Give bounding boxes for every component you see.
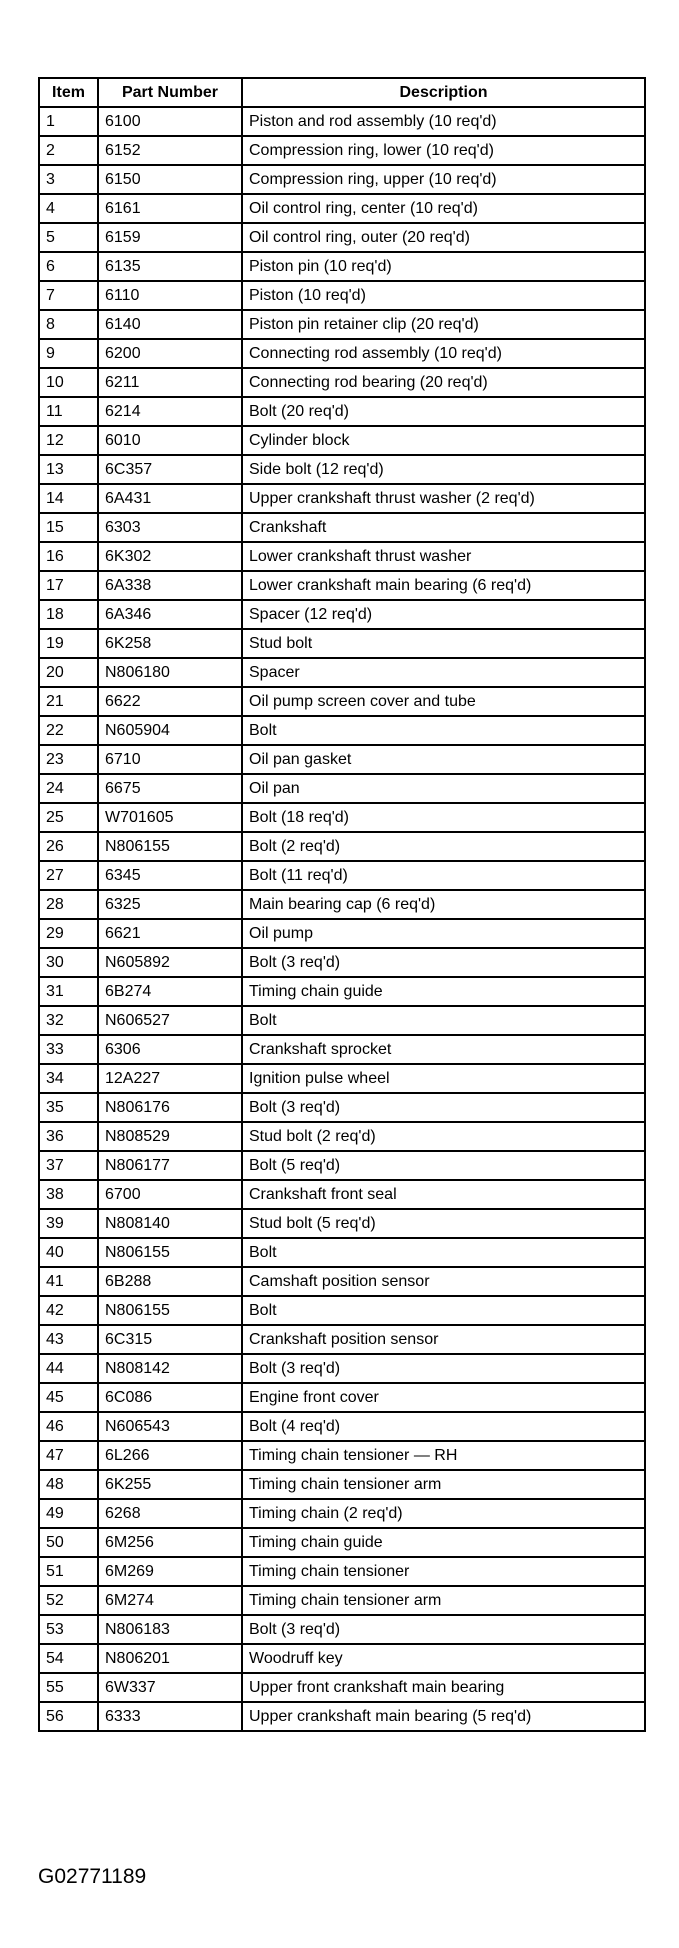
description-cell: Crankshaft front seal — [242, 1180, 645, 1209]
description-cell: Compression ring, upper (10 req'd) — [242, 165, 645, 194]
item-cell: 1 — [39, 107, 98, 136]
part-number-cell: 6710 — [98, 745, 242, 774]
description-cell: Engine front cover — [242, 1383, 645, 1412]
description-cell: Compression ring, lower (10 req'd) — [242, 136, 645, 165]
part-number-cell: 6A346 — [98, 600, 242, 629]
description-cell: Piston and rod assembly (10 req'd) — [242, 107, 645, 136]
description-cell: Bolt (3 req'd) — [242, 1615, 645, 1644]
item-cell: 7 — [39, 281, 98, 310]
part-number-cell: 6306 — [98, 1035, 242, 1064]
table-row — [39, 1528, 645, 1557]
description-cell: Bolt (3 req'd) — [242, 1093, 645, 1122]
part-number-cell: 6B288 — [98, 1267, 242, 1296]
item-cell: 13 — [39, 455, 98, 484]
part-number-cell: 6268 — [98, 1499, 242, 1528]
item-cell: 46 — [39, 1412, 98, 1441]
part-number-cell: N806180 — [98, 658, 242, 687]
part-number-cell: 6L266 — [98, 1441, 242, 1470]
table-row — [39, 1267, 645, 1296]
description-cell: Timing chain (2 req'd) — [242, 1499, 645, 1528]
header-part-number: Part Number — [98, 78, 242, 107]
part-number-cell: 6152 — [98, 136, 242, 165]
description-cell: Bolt (11 req'd) — [242, 861, 645, 890]
description-cell: Ignition pulse wheel — [242, 1064, 645, 1093]
description-cell: Connecting rod assembly (10 req'd) — [242, 339, 645, 368]
item-cell: 25 — [39, 803, 98, 832]
table-row — [39, 687, 645, 716]
part-number-cell: 6135 — [98, 252, 242, 281]
description-cell: Timing chain tensioner — [242, 1557, 645, 1586]
item-cell: 14 — [39, 484, 98, 513]
item-cell: 8 — [39, 310, 98, 339]
item-cell: 37 — [39, 1151, 98, 1180]
part-number-cell: W701605 — [98, 803, 242, 832]
table-row — [39, 1006, 645, 1035]
item-cell: 45 — [39, 1383, 98, 1412]
item-cell: 6 — [39, 252, 98, 281]
item-cell: 24 — [39, 774, 98, 803]
description-cell: Bolt (3 req'd) — [242, 1354, 645, 1383]
table-row — [39, 1093, 645, 1122]
table-row — [39, 774, 645, 803]
table-row — [39, 1557, 645, 1586]
part-number-cell: N606543 — [98, 1412, 242, 1441]
item-cell: 42 — [39, 1296, 98, 1325]
part-number-cell: 12A227 — [98, 1064, 242, 1093]
table-row — [39, 1499, 645, 1528]
description-cell: Lower crankshaft thrust washer — [242, 542, 645, 571]
table-row — [39, 1586, 645, 1615]
description-cell: Cylinder block — [242, 426, 645, 455]
table-row — [39, 1325, 645, 1354]
part-number-cell: 6100 — [98, 107, 242, 136]
table-row — [39, 919, 645, 948]
table-header — [39, 78, 645, 107]
item-cell: 38 — [39, 1180, 98, 1209]
description-cell: Oil pan gasket — [242, 745, 645, 774]
description-cell: Piston pin (10 req'd) — [242, 252, 645, 281]
part-number-cell: N806155 — [98, 1238, 242, 1267]
description-cell: Timing chain tensioner arm — [242, 1586, 645, 1615]
description-cell: Timing chain tensioner — RH — [242, 1441, 645, 1470]
item-cell: 2 — [39, 136, 98, 165]
table-row — [39, 1615, 645, 1644]
description-cell: Oil pump screen cover and tube — [242, 687, 645, 716]
item-cell: 4 — [39, 194, 98, 223]
item-cell: 23 — [39, 745, 98, 774]
table-row — [39, 571, 645, 600]
item-cell: 20 — [39, 658, 98, 687]
description-cell: Timing chain guide — [242, 977, 645, 1006]
part-number-cell: 6A431 — [98, 484, 242, 513]
part-number-cell: 6M274 — [98, 1586, 242, 1615]
item-cell: 33 — [39, 1035, 98, 1064]
table-row — [39, 1644, 645, 1673]
part-number-cell: 6M256 — [98, 1528, 242, 1557]
item-cell: 52 — [39, 1586, 98, 1615]
table-row — [39, 1354, 645, 1383]
table-row — [39, 1180, 645, 1209]
parts-table — [38, 77, 646, 1732]
part-number-cell: 6345 — [98, 861, 242, 890]
item-cell: 5 — [39, 223, 98, 252]
description-cell: Piston (10 req'd) — [242, 281, 645, 310]
table-row — [39, 1238, 645, 1267]
description-cell: Connecting rod bearing (20 req'd) — [242, 368, 645, 397]
description-cell: Oil pan — [242, 774, 645, 803]
part-number-cell: N808529 — [98, 1122, 242, 1151]
item-cell: 49 — [39, 1499, 98, 1528]
table-row — [39, 832, 645, 861]
part-number-cell: 6C086 — [98, 1383, 242, 1412]
table-row — [39, 513, 645, 542]
item-cell: 12 — [39, 426, 98, 455]
part-number-cell: 6110 — [98, 281, 242, 310]
table-row — [39, 281, 645, 310]
item-cell: 3 — [39, 165, 98, 194]
item-cell: 10 — [39, 368, 98, 397]
part-number-cell: 6B274 — [98, 977, 242, 1006]
table-row — [39, 426, 645, 455]
table-row — [39, 629, 645, 658]
table-row — [39, 1702, 645, 1731]
description-cell: Upper crankshaft main bearing (5 req'd) — [242, 1702, 645, 1731]
table-row — [39, 252, 645, 281]
item-cell: 21 — [39, 687, 98, 716]
description-cell: Crankshaft position sensor — [242, 1325, 645, 1354]
part-number-cell: 6159 — [98, 223, 242, 252]
description-cell: Spacer (12 req'd) — [242, 600, 645, 629]
description-cell: Timing chain tensioner arm — [242, 1470, 645, 1499]
table-row — [39, 1064, 645, 1093]
table-row — [39, 1441, 645, 1470]
item-cell: 19 — [39, 629, 98, 658]
part-number-cell: 6621 — [98, 919, 242, 948]
part-number-cell: 6622 — [98, 687, 242, 716]
item-cell: 39 — [39, 1209, 98, 1238]
description-cell: Stud bolt — [242, 629, 645, 658]
table-row — [39, 861, 645, 890]
description-cell: Bolt — [242, 1296, 645, 1325]
part-number-cell: 6214 — [98, 397, 242, 426]
header-description: Description — [242, 78, 645, 107]
item-cell: 31 — [39, 977, 98, 1006]
description-cell: Oil control ring, outer (20 req'd) — [242, 223, 645, 252]
description-cell: Lower crankshaft main bearing (6 req'd) — [242, 571, 645, 600]
description-cell: Main bearing cap (6 req'd) — [242, 890, 645, 919]
item-cell: 11 — [39, 397, 98, 426]
part-number-cell: N806177 — [98, 1151, 242, 1180]
table-row — [39, 368, 645, 397]
table-row — [39, 1383, 645, 1412]
description-cell: Bolt (20 req'd) — [242, 397, 645, 426]
part-number-cell: 6K255 — [98, 1470, 242, 1499]
part-number-cell: 6A338 — [98, 571, 242, 600]
figure-id: G02771189 — [38, 1865, 147, 1888]
table-row — [39, 890, 645, 919]
item-cell: 34 — [39, 1064, 98, 1093]
description-cell: Stud bolt (5 req'd) — [242, 1209, 645, 1238]
item-cell: 29 — [39, 919, 98, 948]
table-row — [39, 977, 645, 1006]
table-row — [39, 484, 645, 513]
item-cell: 51 — [39, 1557, 98, 1586]
description-cell: Oil pump — [242, 919, 645, 948]
part-number-cell: N606527 — [98, 1006, 242, 1035]
description-cell: Crankshaft — [242, 513, 645, 542]
table-row — [39, 1296, 645, 1325]
item-cell: 32 — [39, 1006, 98, 1035]
part-number-cell: 6211 — [98, 368, 242, 397]
item-cell: 54 — [39, 1644, 98, 1673]
description-cell: Spacer — [242, 658, 645, 687]
part-number-cell: 6C315 — [98, 1325, 242, 1354]
description-cell: Stud bolt (2 req'd) — [242, 1122, 645, 1151]
item-cell: 50 — [39, 1528, 98, 1557]
item-cell: 43 — [39, 1325, 98, 1354]
part-number-cell: N806176 — [98, 1093, 242, 1122]
description-cell: Crankshaft sprocket — [242, 1035, 645, 1064]
part-number-cell: 6140 — [98, 310, 242, 339]
item-cell: 35 — [39, 1093, 98, 1122]
item-cell: 47 — [39, 1441, 98, 1470]
table-row — [39, 1122, 645, 1151]
item-cell: 44 — [39, 1354, 98, 1383]
table-row — [39, 1035, 645, 1064]
part-number-cell: N808142 — [98, 1354, 242, 1383]
table-row — [39, 223, 645, 252]
part-number-cell: N605892 — [98, 948, 242, 977]
item-cell: 36 — [39, 1122, 98, 1151]
table-row — [39, 397, 645, 426]
table-row — [39, 1151, 645, 1180]
description-cell: Piston pin retainer clip (20 req'd) — [242, 310, 645, 339]
table-row — [39, 455, 645, 484]
description-cell: Bolt (3 req'd) — [242, 948, 645, 977]
part-number-cell: 6333 — [98, 1702, 242, 1731]
table-row — [39, 658, 645, 687]
description-cell: Camshaft position sensor — [242, 1267, 645, 1296]
description-cell: Bolt (5 req'd) — [242, 1151, 645, 1180]
description-cell: Timing chain guide — [242, 1528, 645, 1557]
table-body — [39, 107, 645, 1731]
description-cell: Oil control ring, center (10 req'd) — [242, 194, 645, 223]
item-cell: 22 — [39, 716, 98, 745]
table-row — [39, 165, 645, 194]
item-cell: 27 — [39, 861, 98, 890]
part-number-cell: 6C357 — [98, 455, 242, 484]
table-row — [39, 716, 645, 745]
part-number-cell: 6303 — [98, 513, 242, 542]
table-row — [39, 136, 645, 165]
part-number-cell: 6675 — [98, 774, 242, 803]
part-number-cell: 6010 — [98, 426, 242, 455]
table-row — [39, 107, 645, 136]
table-row — [39, 1412, 645, 1441]
header-row — [39, 78, 645, 107]
table-row — [39, 1470, 645, 1499]
item-cell: 55 — [39, 1673, 98, 1702]
part-number-cell: 6161 — [98, 194, 242, 223]
part-number-cell: 6W337 — [98, 1673, 242, 1702]
item-cell: 41 — [39, 1267, 98, 1296]
table-row — [39, 600, 645, 629]
table-row — [39, 745, 645, 774]
description-cell: Upper front crankshaft main bearing — [242, 1673, 645, 1702]
description-cell: Bolt — [242, 1006, 645, 1035]
header-item: Item — [39, 78, 98, 107]
item-cell: 40 — [39, 1238, 98, 1267]
part-number-cell: N806183 — [98, 1615, 242, 1644]
item-cell: 48 — [39, 1470, 98, 1499]
item-cell: 53 — [39, 1615, 98, 1644]
part-number-cell: 6M269 — [98, 1557, 242, 1586]
item-cell: 15 — [39, 513, 98, 542]
table-row — [39, 1673, 645, 1702]
table-row — [39, 339, 645, 368]
description-cell: Bolt (2 req'd) — [242, 832, 645, 861]
table-row — [39, 948, 645, 977]
item-cell: 56 — [39, 1702, 98, 1731]
table-row — [39, 194, 645, 223]
description-cell: Bolt — [242, 1238, 645, 1267]
part-number-cell: 6700 — [98, 1180, 242, 1209]
description-cell: Bolt (4 req'd) — [242, 1412, 645, 1441]
table-row — [39, 803, 645, 832]
part-number-cell: 6325 — [98, 890, 242, 919]
description-cell: Bolt — [242, 716, 645, 745]
part-number-cell: N808140 — [98, 1209, 242, 1238]
item-cell: 18 — [39, 600, 98, 629]
part-number-cell: 6K258 — [98, 629, 242, 658]
part-number-cell: N806201 — [98, 1644, 242, 1673]
description-cell: Upper crankshaft thrust washer (2 req'd) — [242, 484, 645, 513]
item-cell: 9 — [39, 339, 98, 368]
item-cell: 17 — [39, 571, 98, 600]
description-cell: Bolt (18 req'd) — [242, 803, 645, 832]
table-row — [39, 542, 645, 571]
description-cell: Side bolt (12 req'd) — [242, 455, 645, 484]
part-number-cell: 6150 — [98, 165, 242, 194]
part-number-cell: N806155 — [98, 1296, 242, 1325]
table-row — [39, 310, 645, 339]
item-cell: 30 — [39, 948, 98, 977]
item-cell: 16 — [39, 542, 98, 571]
table-row — [39, 1209, 645, 1238]
part-number-cell: N806155 — [98, 832, 242, 861]
part-number-cell: 6200 — [98, 339, 242, 368]
description-cell: Woodruff key — [242, 1644, 645, 1673]
part-number-cell: 6K302 — [98, 542, 242, 571]
part-number-cell: N605904 — [98, 716, 242, 745]
item-cell: 26 — [39, 832, 98, 861]
item-cell: 28 — [39, 890, 98, 919]
